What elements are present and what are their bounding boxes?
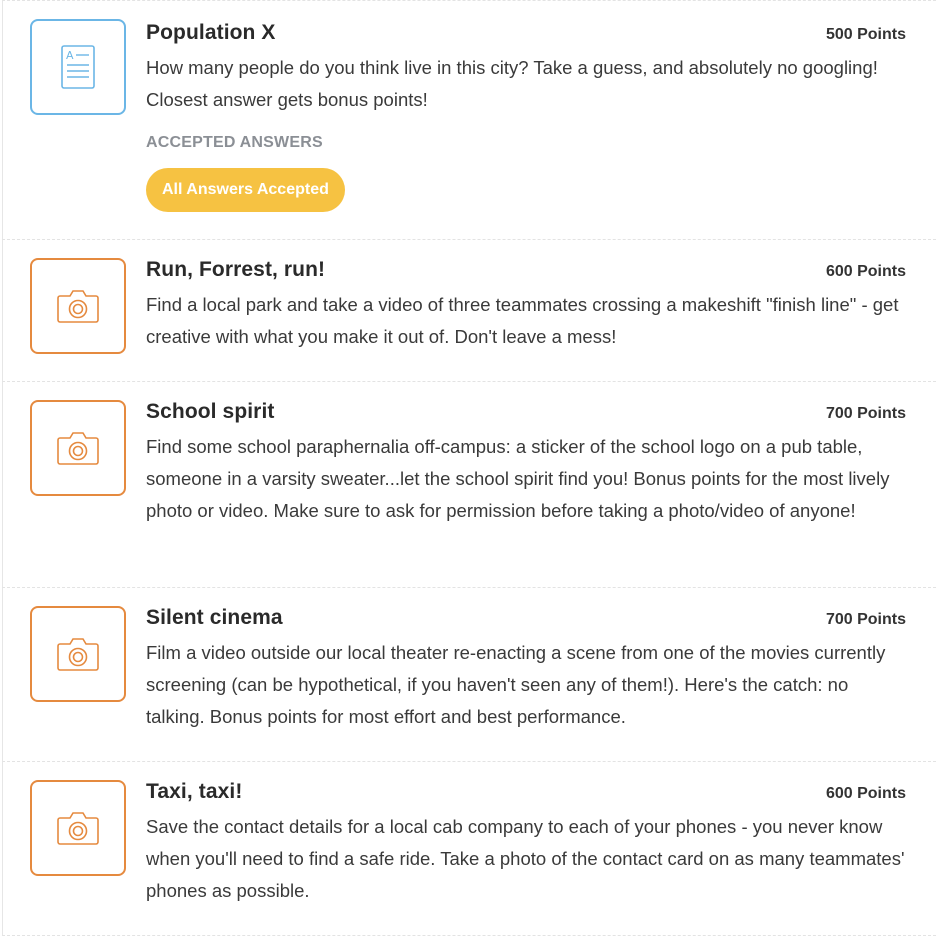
challenge-title: Population X [146,21,276,44]
challenge-description: Find some school paraphernalia off-campus: a sticker of the school logo on a pub table, someone in a varsity sweater...let the school spirit find you! Bonus points for the most lively photo or video. Make sure to ask for permission before taking a photo/video of anyone! [146,436,890,521]
challenge-description: Save the contact details for a local cab company to each of your phones - you never know when you'll need to find a safe ride. Take a photo of the contact card on as many teammates' phones as possible. [146,816,905,901]
camera-icon [30,606,126,702]
challenge-title: Run, Forrest, run! [146,258,326,281]
challenge-points: 600 Points [825,263,906,280]
challenge-item[interactable] [2,588,936,762]
challenge-item[interactable] [2,240,936,382]
camera-icon [30,780,126,876]
camera-icon [30,400,126,496]
challenge-description: Find a local park and take a video of three teammates crossing a makeshift "finish line" - get creative with what you make it out of. Don't leave a mess! [146,294,899,347]
challenge-points: 500 Points [825,26,906,43]
challenge-item[interactable] [2,762,936,936]
accepted-answers-badge: All Answers Accepted [146,168,345,212]
challenge-list [2,0,936,936]
challenge-points: 600 Points [825,785,906,802]
accepted-answers-label: ACCEPTED ANSWERS [146,134,323,151]
challenge-description: Film a video outside our local theater re-enacting a scene from one of the movies currently screening (can be hypothetical, if you haven't seen any of them!). Here's the catch: no talking. Bonus points for most effort and best performance. [146,642,886,727]
svg-text:A: A [66,49,74,62]
challenge-item[interactable] [2,0,936,240]
camera-icon [30,258,126,354]
challenge-title: Taxi, taxi! [146,780,243,803]
challenge-title: School spirit [146,400,275,423]
challenge-points: 700 Points [825,611,906,628]
challenge-item[interactable] [2,382,936,588]
text-document-icon [30,19,126,115]
challenge-title: Silent cinema [146,606,283,629]
challenge-points: 700 Points [825,405,906,422]
challenge-description: How many people do you think live in this city? Take a guess, and absolutely no googling! Closest answer gets bonus points! [146,57,878,110]
